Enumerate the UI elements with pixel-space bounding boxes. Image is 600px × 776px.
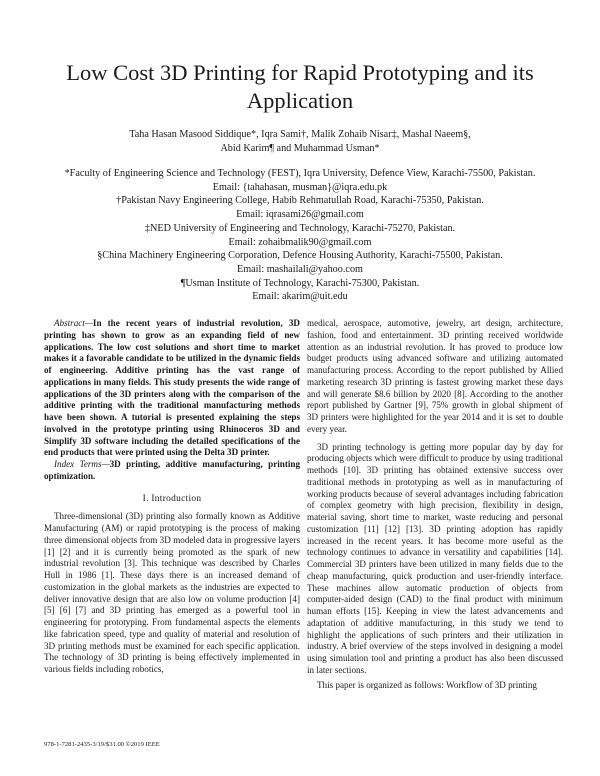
author-line-2: Abid Karim¶ and Muhammad Usman* [220, 143, 380, 154]
author-list [60, 128, 540, 156]
affiliation-line: *Faculty of Engineering Science and Technology (FEST), Iqra University, Defence View, Karachi-75500, Pakistan. [64, 168, 536, 179]
affiliation-email: Email: {tahahasan, musman}@iqra.edu.pk [212, 181, 388, 193]
index-terms-body: 3D printing, additive manufacturing, printing optimization. [44, 459, 300, 481]
intro-paragraph: Three-dimensional (3D) printing also formally known as Additive Manufacturing (AM) or rapid prototyping is the process of making three dimensional objects from 3D modeled data in progressive layers [1] [2] and it is currently being promoted as the spark of new industrial revolution [3]. This technique was described by Charles Hull in 1986 [1]. These days there is an increased demand of customization in the global markets as the industries are expected to deliver innovative design that are also low on volume production [4] [5] [6] [7] and 3D printing has emerged as a powerful tool in engineering for prototyping. From fundamental aspects the elements like fabrication speed, type and quality of material and resolution of 3D printing methods must be examined for each specific application. The technology of 3D printing is being effectively implemented in various fields including robotics, [44, 511, 300, 674]
affiliation-email: Email: iqrasami26@gmail.com [236, 209, 364, 221]
affiliation-line: †Pakistan Navy Engineering College, Habib Rehmatullah Road, Karachi-75350, Pakistan. [116, 195, 484, 207]
index-terms [44, 459, 300, 483]
left-column [44, 318, 300, 676]
affiliation-line: ¶Usman Institute of Technology, Karachi-75300, Pakistan. [180, 277, 420, 289]
index-terms-lead: Index Terms— [54, 459, 110, 469]
copyright-footer: 978-1-7281-2435-3/19/$31.00 ©2019 IEEE [44, 741, 160, 748]
affiliations [40, 167, 560, 304]
affiliation-email: Email: akarim@uit.edu [252, 291, 348, 303]
affiliation-line: §China Machinery Engineering Corporation, Defence Housing Authority, Karachi-75500, Pakistan. [97, 250, 503, 262]
affiliation-email: Email: zohaibmalik90@gmail.com [228, 236, 372, 248]
abstract-lead: Abstract— [54, 318, 93, 328]
affiliation-line: ‡NED University of Engineering and Technology, Karachi-75270, Pakistan. [144, 222, 456, 234]
paper-title: Low Cost 3D Printing for Rapid Prototyping and its Application [66, 60, 534, 114]
abstract-body: In the recent years of industrial revolution, 3D printing has shown to grow as an expanding field of new applications. The low cost solutions and short time to market makes it a favorable candidate to be utilized in the dynamic fields of engineering. Additive printing has the vast range of applications in many fields. This study presents the wide range of applications of the 3D printers along with the comparison of the additive printing with the traditional manufacturing methods have been shown. A tutorial is presented explaining the steps involved in the prototype printing using Rhinoceros 3D and Simplify 3D software including the detailed specifications of the end products that were printed using the Delta 3D printer. [44, 318, 300, 458]
right-column [307, 318, 563, 691]
author-line-1: Taha Hasan Masood Siddique*, Iqra Sami†, Malik Zohaib Nisar‡, Mashal Naeem§, [129, 129, 471, 140]
body-paragraph: This paper is organized as follows: Workflow of 3D printing [317, 679, 537, 690]
affiliation-email: Email: mashailali@yahoo.com [237, 263, 363, 275]
abstract [44, 318, 300, 459]
section-heading: I. Introduction [142, 493, 202, 504]
body-paragraph: 3D printing technology is getting more popular day by day for producing objects which were difficult to produce by using traditional methods [10]. 3D printing has obtained extensive success over traditional methods in prototyping as well as in manufacturing of working products because of several advantages including fabrication of complex geometry with high precision, flexibility in design, material saving, short time to market, waste reducing and personal customization [11] [12] [13]. 3D printing adoption has rapidly increased in the recent years. It has become more useful as the technology continues to advance in versatility and capabilities [14]. Commercial 3D printers have been utilized in many fields due to the cheap manufacturing, quick production and user-friendly interface. These machines allow automatic production of objects from computer-aided design (CAD) to the final product with minimum human efforts [15]. Keeping in view the latest advancements and adaptation of additive manufacturing, in this study we tend to highlight the applications of such printers and their utilization in industry. A brief overview of the steps involved in designing a model using simulation tool and printing a product has also been discussed in later sections. [307, 441, 563, 675]
body-paragraph: medical, aerospace, automotive, jewelry, art design, architecture, fashion, food and entertainment. 3D printing received worldwide attention as an industrial revolution. It has proved to produce low budget products using advanced software and utilizing automated manufacturing process. According to the report published by Allied marketing research 3D printing is fastest growing market these days and will generate $8.6 billion by 2020 [8]. According to the another report published by Gartner [9], 75% growth in global shipment of 3D printers were highlighted for the year 2014 and it is set to double every year. [307, 318, 563, 434]
